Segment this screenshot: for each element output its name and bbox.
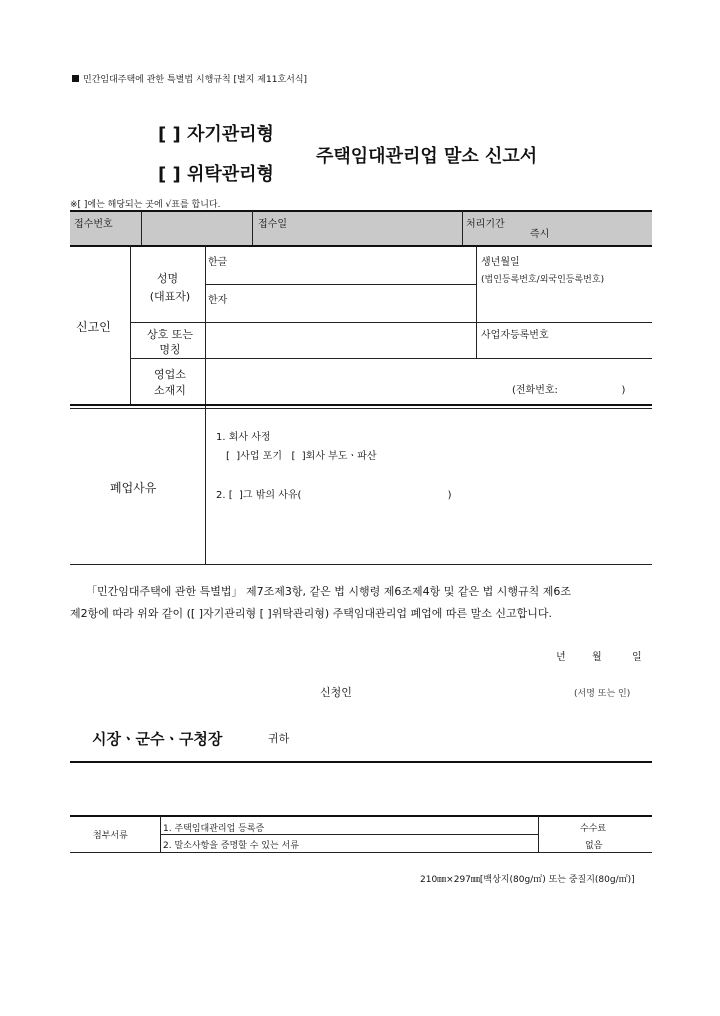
instruction-note: ※[ ]에는 해당되는 곳에 √표를 합니다.: [70, 200, 221, 210]
name-label: 성명: [156, 272, 179, 285]
date-year: 년: [556, 652, 566, 663]
date-month: 월: [592, 652, 602, 663]
paper-spec: 210㎜×297㎜[백상지(80g/㎡) 또는 중질지(80g/㎡)]: [420, 875, 635, 885]
statement-line-2: 제2항에 따라 위와 같이 ([ ]자기관리형 [ ]위탁관리형) 주택임대관리업 폐업에 따른 말소 신고합니다.: [70, 607, 552, 620]
trade-name-label-2: 명칭: [159, 343, 181, 356]
business-registration-label: 사업자등록번호: [481, 330, 549, 341]
title-option-self: [ ] 자기관리형: [158, 124, 274, 145]
attachment-item-2: 2. 말소사항을 증명할 수 있는 서류: [163, 841, 299, 851]
title-option-entrust: [ ] 위탁관리형: [158, 164, 274, 185]
birth-date-label: 생년월일: [481, 257, 520, 268]
addressee: 시장ㆍ군수ㆍ구청장: [92, 730, 223, 748]
applicant-label: 신청인: [320, 686, 352, 699]
attachments-label: 첨부서류: [93, 831, 128, 841]
closure-item-1: 1. 회사 사정: [216, 432, 271, 443]
legal-reference: [72, 72, 307, 85]
hanja-label: 한자: [208, 295, 228, 306]
receipt-date-label: 접수일: [258, 219, 287, 230]
attachment-item-1: 1. 주택임대관리업 등록증: [163, 824, 265, 834]
processing-period-label: 처리기간: [466, 219, 505, 230]
processing-period-value: 즉시: [530, 229, 550, 240]
signature-note: (서명 또는 인): [574, 689, 631, 699]
date-day: 일: [632, 652, 642, 663]
closure-item-1-options: [ ]사업 포기 [ ]회사 부도ㆍ파산: [226, 451, 377, 462]
closure-item-2: 2. [ ]그 밖의 사유( ): [216, 490, 452, 501]
trade-name-label: 상호 또는: [146, 328, 193, 341]
office-location-label: 영업소: [154, 368, 186, 381]
page-title: 주택임대관리업 말소 신고서: [316, 146, 538, 167]
reporter-section-label: 신고인: [76, 320, 111, 334]
legal-reference-text: 민간임대주택에 관한 특별법 시행규칙 [별지 제11호서식]: [83, 75, 308, 85]
statement-line-1: 「민간임대주택에 관한 특별법」 제7조제3항, 같은 법 시행령 제6조제4항 및 같은 법 시행규칙 제6조: [86, 585, 571, 598]
name-label-representative: (대표자): [149, 290, 191, 303]
receipt-row: [70, 211, 652, 245]
addressee-suffix: 귀하: [268, 732, 290, 745]
fee-value: 없음: [585, 841, 603, 851]
office-location-label-2: 소재지: [154, 384, 186, 397]
phone-number-field: (전화번호: ): [512, 385, 626, 396]
receipt-number-label: 접수번호: [74, 219, 113, 230]
square-bullet-icon: [72, 75, 79, 82]
corporate-registration-note: (법인등록번호/외국인등록번호): [481, 275, 605, 285]
closure-reason-label: 폐업사유: [110, 481, 157, 495]
fee-label: 수수료: [580, 824, 607, 834]
hangul-label: 한글: [208, 257, 228, 268]
